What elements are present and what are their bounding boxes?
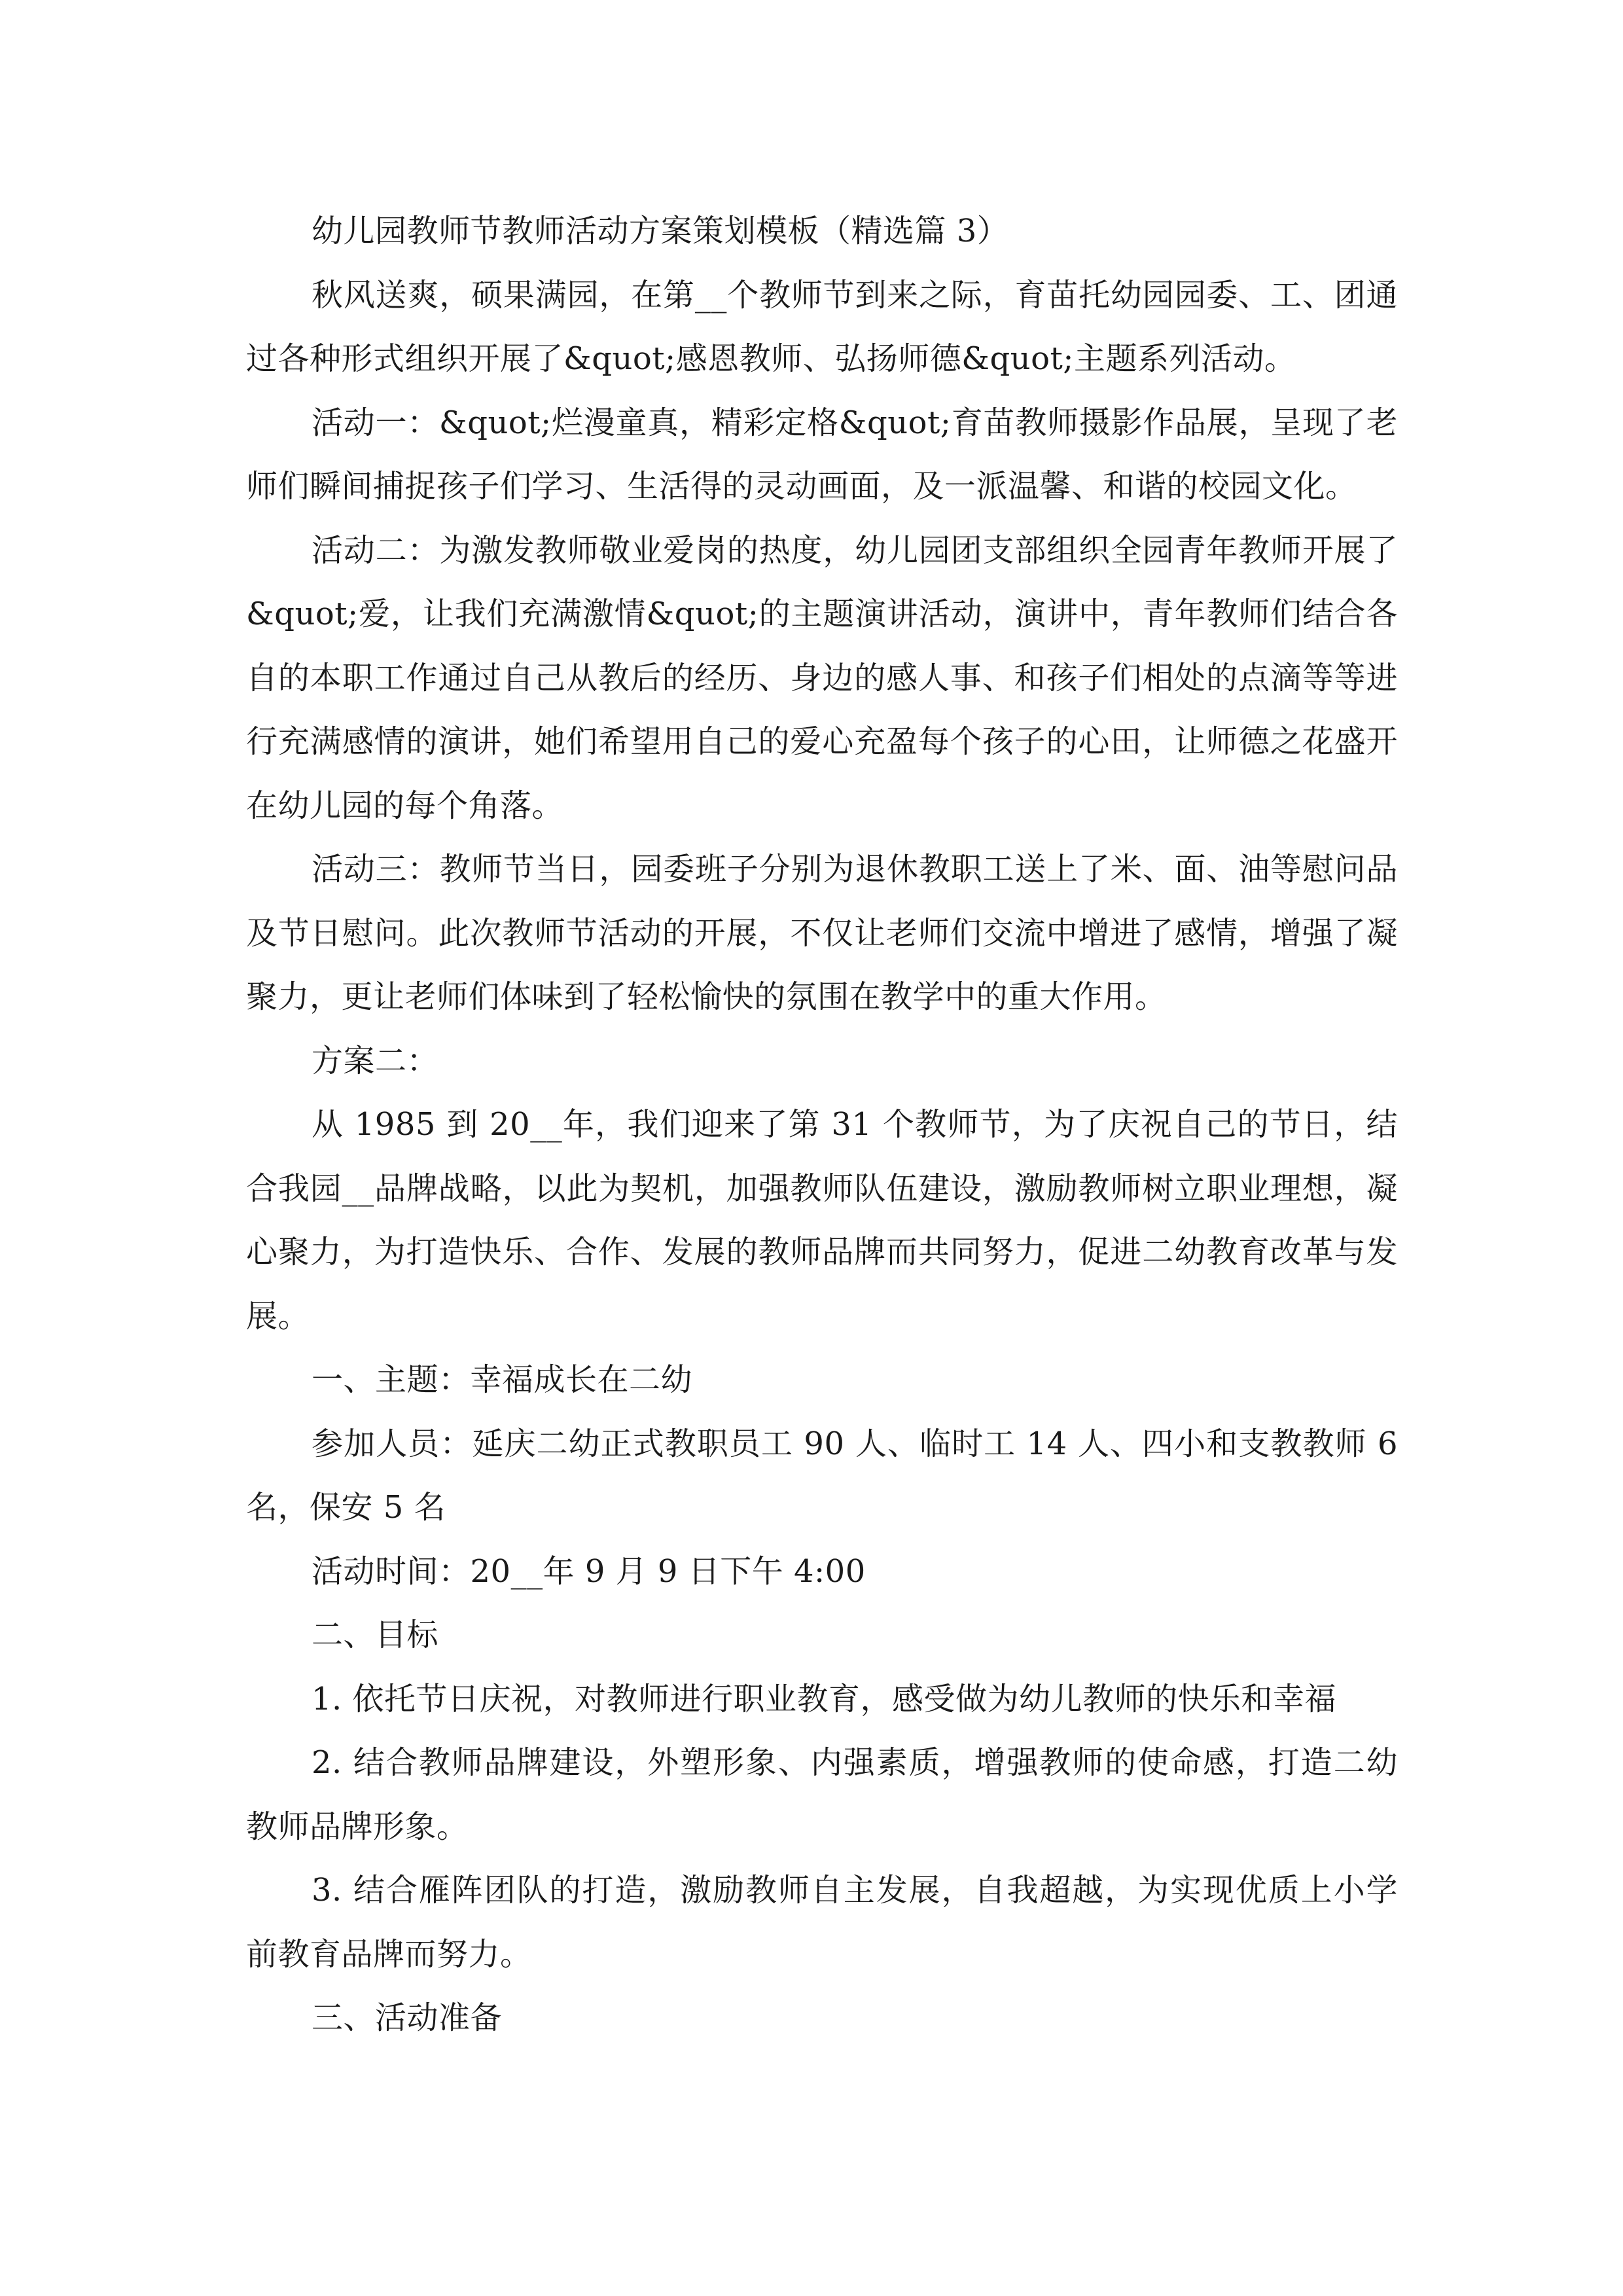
paragraph-activity-1: 活动一：&quot;烂漫童真，精彩定格&quot;育苗教师摄影作品展，呈现了老师们瞬间捕捉孩子们学习、生活得的灵动画面，及一派温馨、和谐的校园文化。 xyxy=(246,404,1398,505)
section-heading-goals: 二、目标 xyxy=(312,1617,439,1653)
paragraph-activity-2: 活动二：为激发教师敬业爱岗的热度，幼儿园团支部组织全园青年教师开展了&quot;爱，让我们充满激情&quot;的主题演讲活动，演讲中，青年教师们结合各自的本职工作通过自己从教后的经历、身边的感人事、和孩子们相处的点滴等等进行充满感情的演讲，她们希望用自己的爱心充盈每个孩子的心田，让师德之花盛开在幼儿园的每个角落。 xyxy=(246,531,1398,824)
paragraph-intro: 秋风送爽，硕果满园，在第__个教师节到来之际，育苗托幼园园委、工、团通过各种形式组织开展了&quot;感恩教师、弘扬师德&quot;主题系列活动。 xyxy=(246,276,1398,377)
paragraph-activity-time: 活动时间：20__年 9 月 9 日下午 4:00 xyxy=(312,1552,866,1590)
document-body xyxy=(246,200,1398,2051)
paragraph-activity-3: 活动三：教师节当日，园委班子分别为退休教职工送上了米、面、油等慰问品及节日慰问。此次教师节活动的开展，不仅让老师们交流中增进了感情，增强了凝聚力，更让老师们体味到了轻松愉快的氛围在教学中的重大作用。 xyxy=(246,851,1398,1015)
section-heading-preparation: 三、活动准备 xyxy=(312,2000,503,2036)
section-heading-plan-2: 方案二： xyxy=(312,1042,439,1079)
document-title: 幼儿园教师节教师活动方案策划模板（精选篇 3） xyxy=(312,213,1009,249)
list-item-goal-1: 1. 依托节日庆祝，对教师进行职业教育，感受做为幼儿教师的快乐和幸福 xyxy=(312,1680,1337,1717)
paragraph-participants: 参加人员：延庆二幼正式教职员工 90 人、临时工 14 人、四小和支教教师 6 名，保安 5 名 xyxy=(246,1425,1398,1526)
section-heading-theme: 一、主题：幸福成长在二幼 xyxy=(312,1361,693,1398)
list-item-goal-3: 3. 结合雁阵团队的打造，激励教师自主发展，自我超越，为实现优质上小学前教育品牌而努力。 xyxy=(246,1872,1398,1973)
list-item-goal-2: 2. 结合教师品牌建设，外塑形象、内强素质，增强教师的使命感，打造二幼教师品牌形象。 xyxy=(246,1744,1398,1845)
paragraph-plan-2-intro: 从 1985 到 20__年，我们迎来了第 31 个教师节，为了庆祝自己的节日，结合我园__品牌战略，以此为契机，加强教师队伍建设，激励教师树立职业理想，凝心聚力，为打造快乐、合作、发展的教师品牌而共同努力，促进二幼教育改革与发展。 xyxy=(246,1106,1398,1335)
